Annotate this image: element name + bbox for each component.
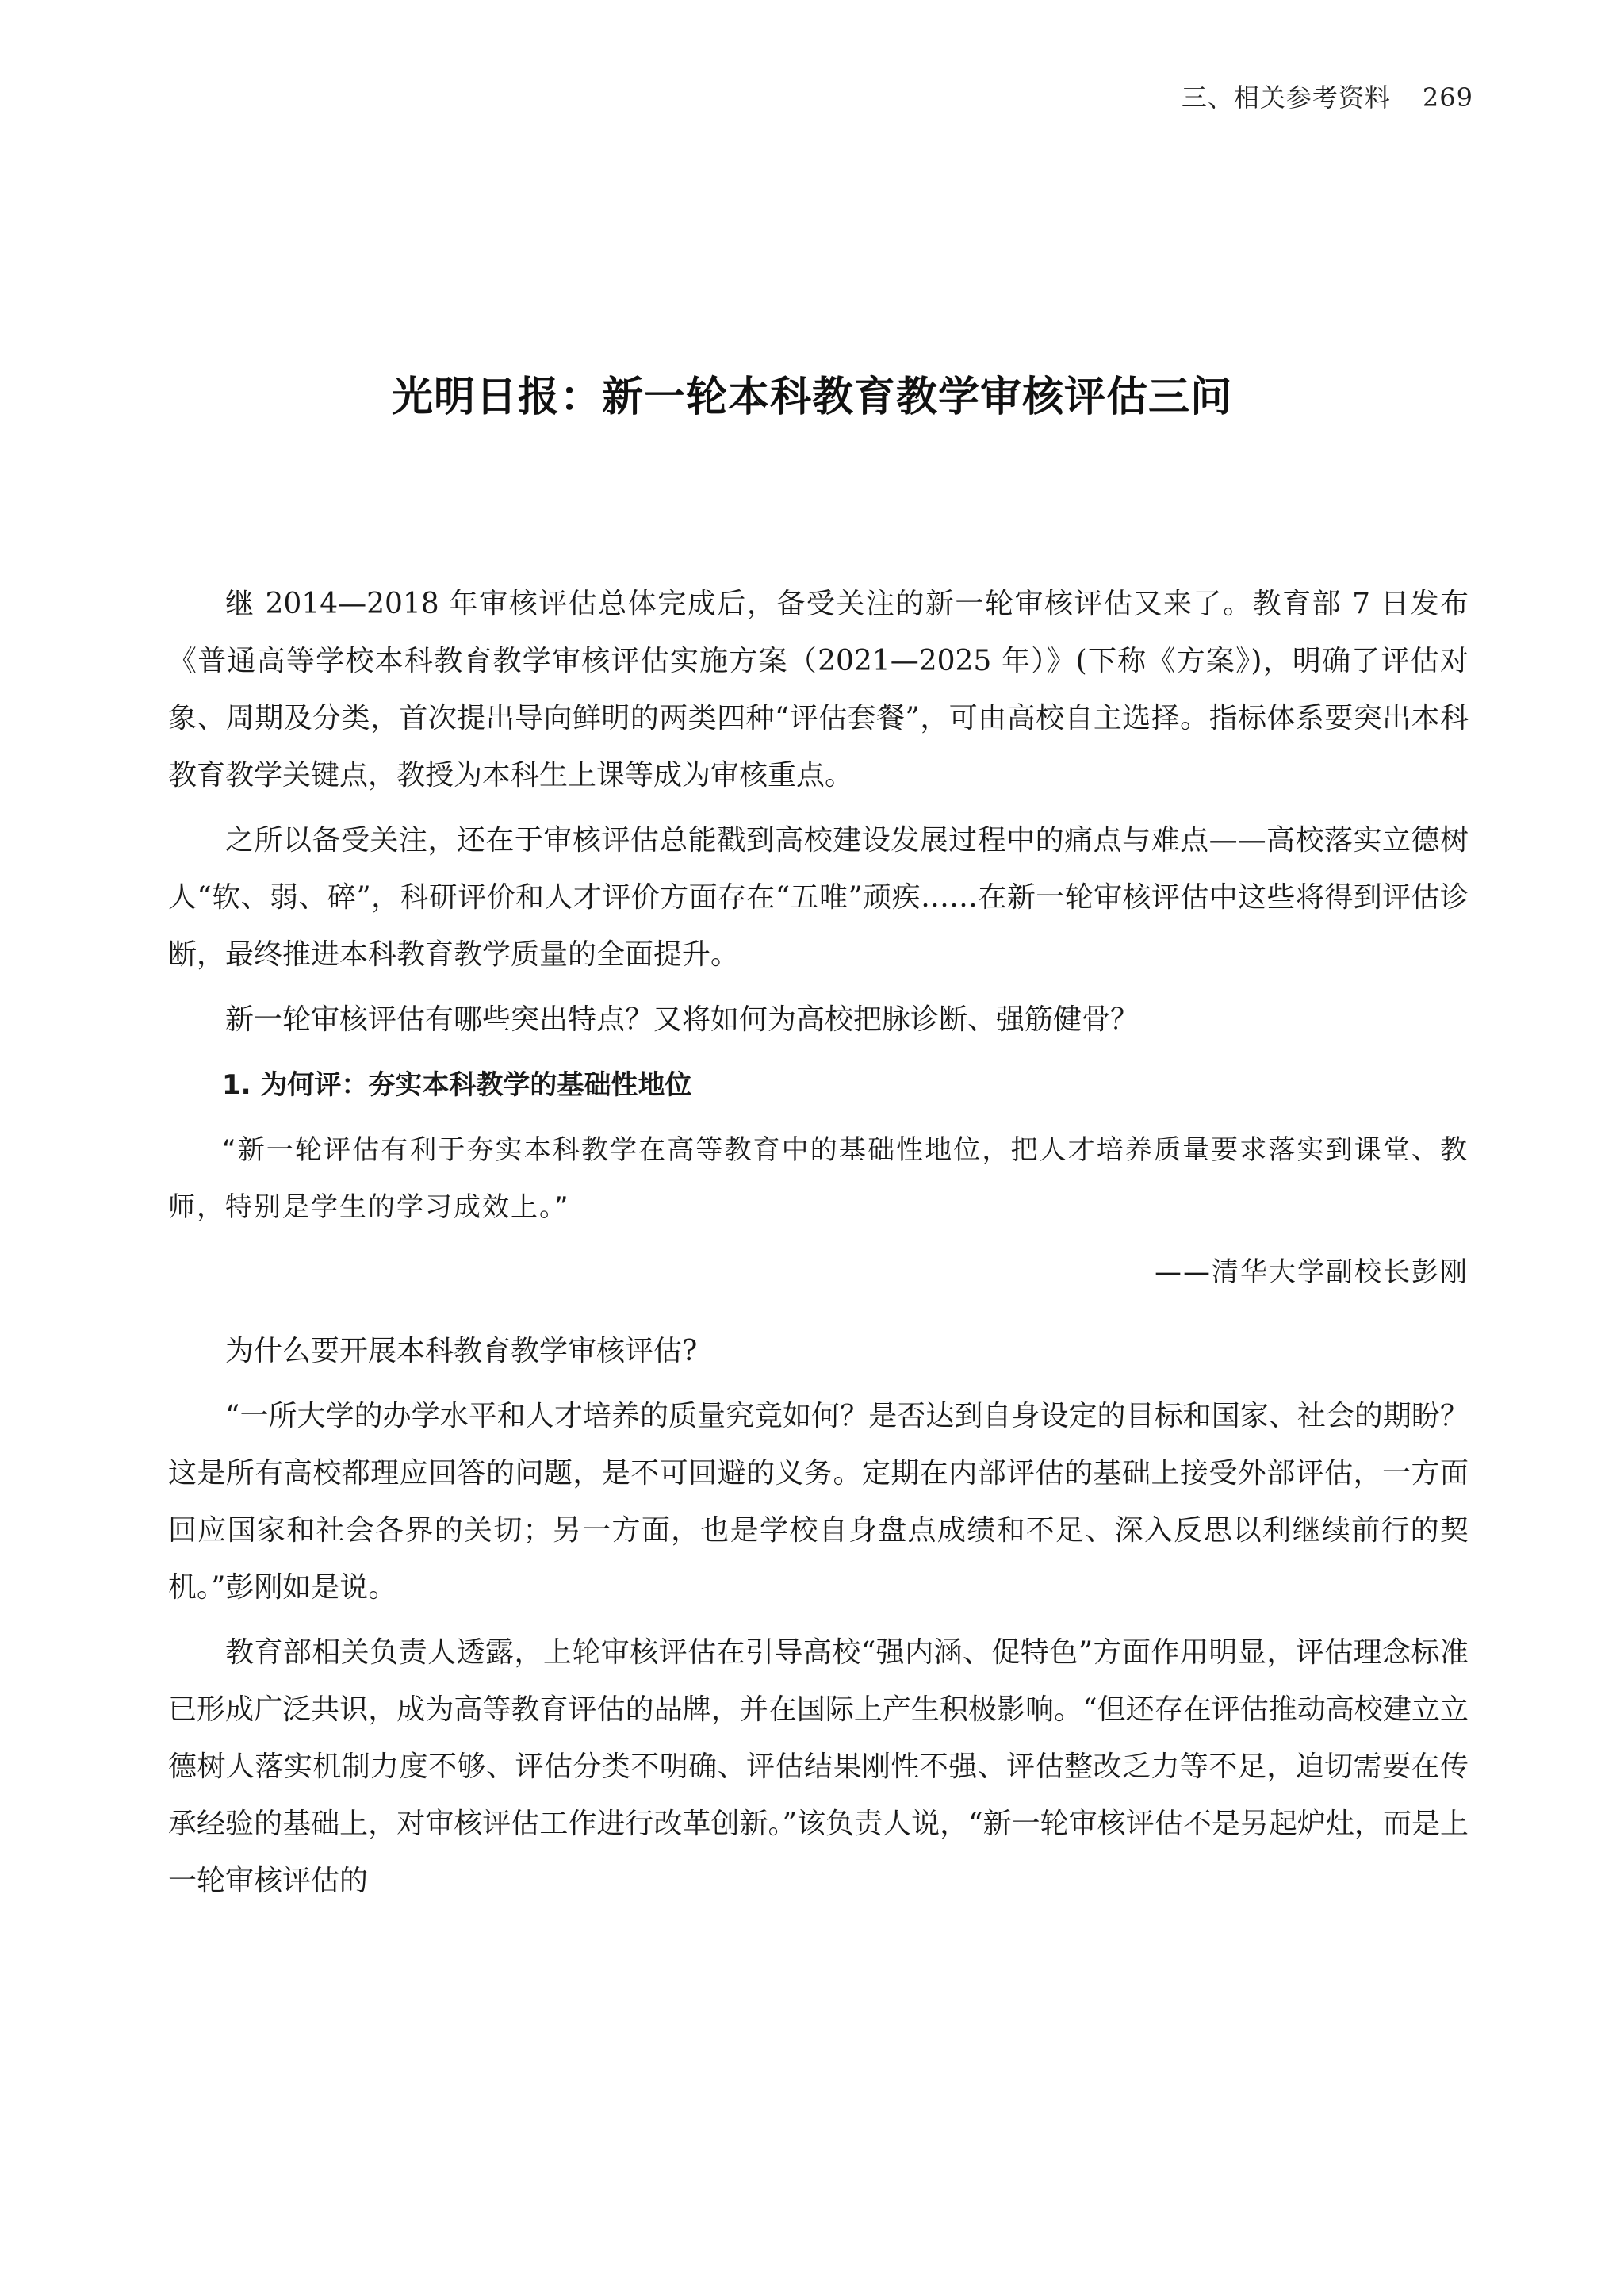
paragraph: 新一轮审核评估有哪些突出特点？又将如何为高校把脉诊断、强筋健骨？ (225, 1003, 1139, 1036)
paragraph: “一所大学的办学水平和人才培养的质量究竟如何？是否达到自身设定的目标和国家、社会的期盼？这是所有高校都理应回答的问题，是不可回避的义务。定期在内部评估的基础上接受外部评估，一方面回应国家和社会各界的关切；另一方面，也是学校自身盘点成绩和不足、深入反思以利继续前行的契机。”彭刚如是说。 (168, 1400, 1469, 1604)
running-header (1182, 78, 1473, 114)
page-number: 269 (1422, 82, 1473, 113)
section-heading: 1. 为何评：夯实本科教学的基础性地位 (222, 1069, 692, 1101)
paragraph: 教育部相关负责人透露，上轮审核评估在引导高校“强内涵、促特色”方面作用明显，评估理念标准已形成广泛共识，成为高等教育评估的品牌，并在国际上产生积极影响。“但还存在评估推动高校建立立德树人落实机制力度不够、评估分类不明确、评估结果刚性不强、评估整改乏力等不足，迫切需要在传承经验的基础上，对审核评估工作进行改革创新。”该负责人说，“新一轮审核评估不是另起炉灶，而是上一轮审核评估的 (168, 1636, 1469, 1897)
pull-quote: “新一轮评估有利于夯实本科教学在高等教育中的基础性地位，把人才培养质量要求落实到课堂、教师，特别是学生的学习成效上。” (168, 1134, 1469, 1223)
paragraph: 为什么要开展本科教育教学审核评估? (225, 1335, 698, 1367)
quote-attribution: ——清华大学副校长彭刚 (1155, 1256, 1469, 1288)
article-title: 光明日报：新一轮本科教育教学审核评估三问 (391, 374, 1232, 421)
article-body (168, 576, 1469, 1918)
paragraph: 之所以备受关注，还在于审核评估总能戳到高校建设发展过程中的痛点与难点——高校落实立德树人“软、弱、碎”，科研评价和人才评价方面存在“五唯”顽疾……在新一轮审核评估中这些将得到评估诊断，最终推进本科教育教学质量的全面提升。 (168, 824, 1469, 971)
paragraph: 继 2014—2018 年审核评估总体完成后，备受关注的新一轮审核评估又来了。教育部 7 日发布《普通高等学校本科教育教学审核评估实施方案（2021—2025 年）》(下称《方案》)，明确了评估对象、周期及分类，首次提出导向鲜明的两类四种“评估套餐”，可由高校自主选择。指标体系要突出本科教育教学关键点，教授为本科生上课等成为审核重点。 (168, 588, 1469, 792)
section-title: 三、相关参考资料 (1181, 82, 1391, 113)
